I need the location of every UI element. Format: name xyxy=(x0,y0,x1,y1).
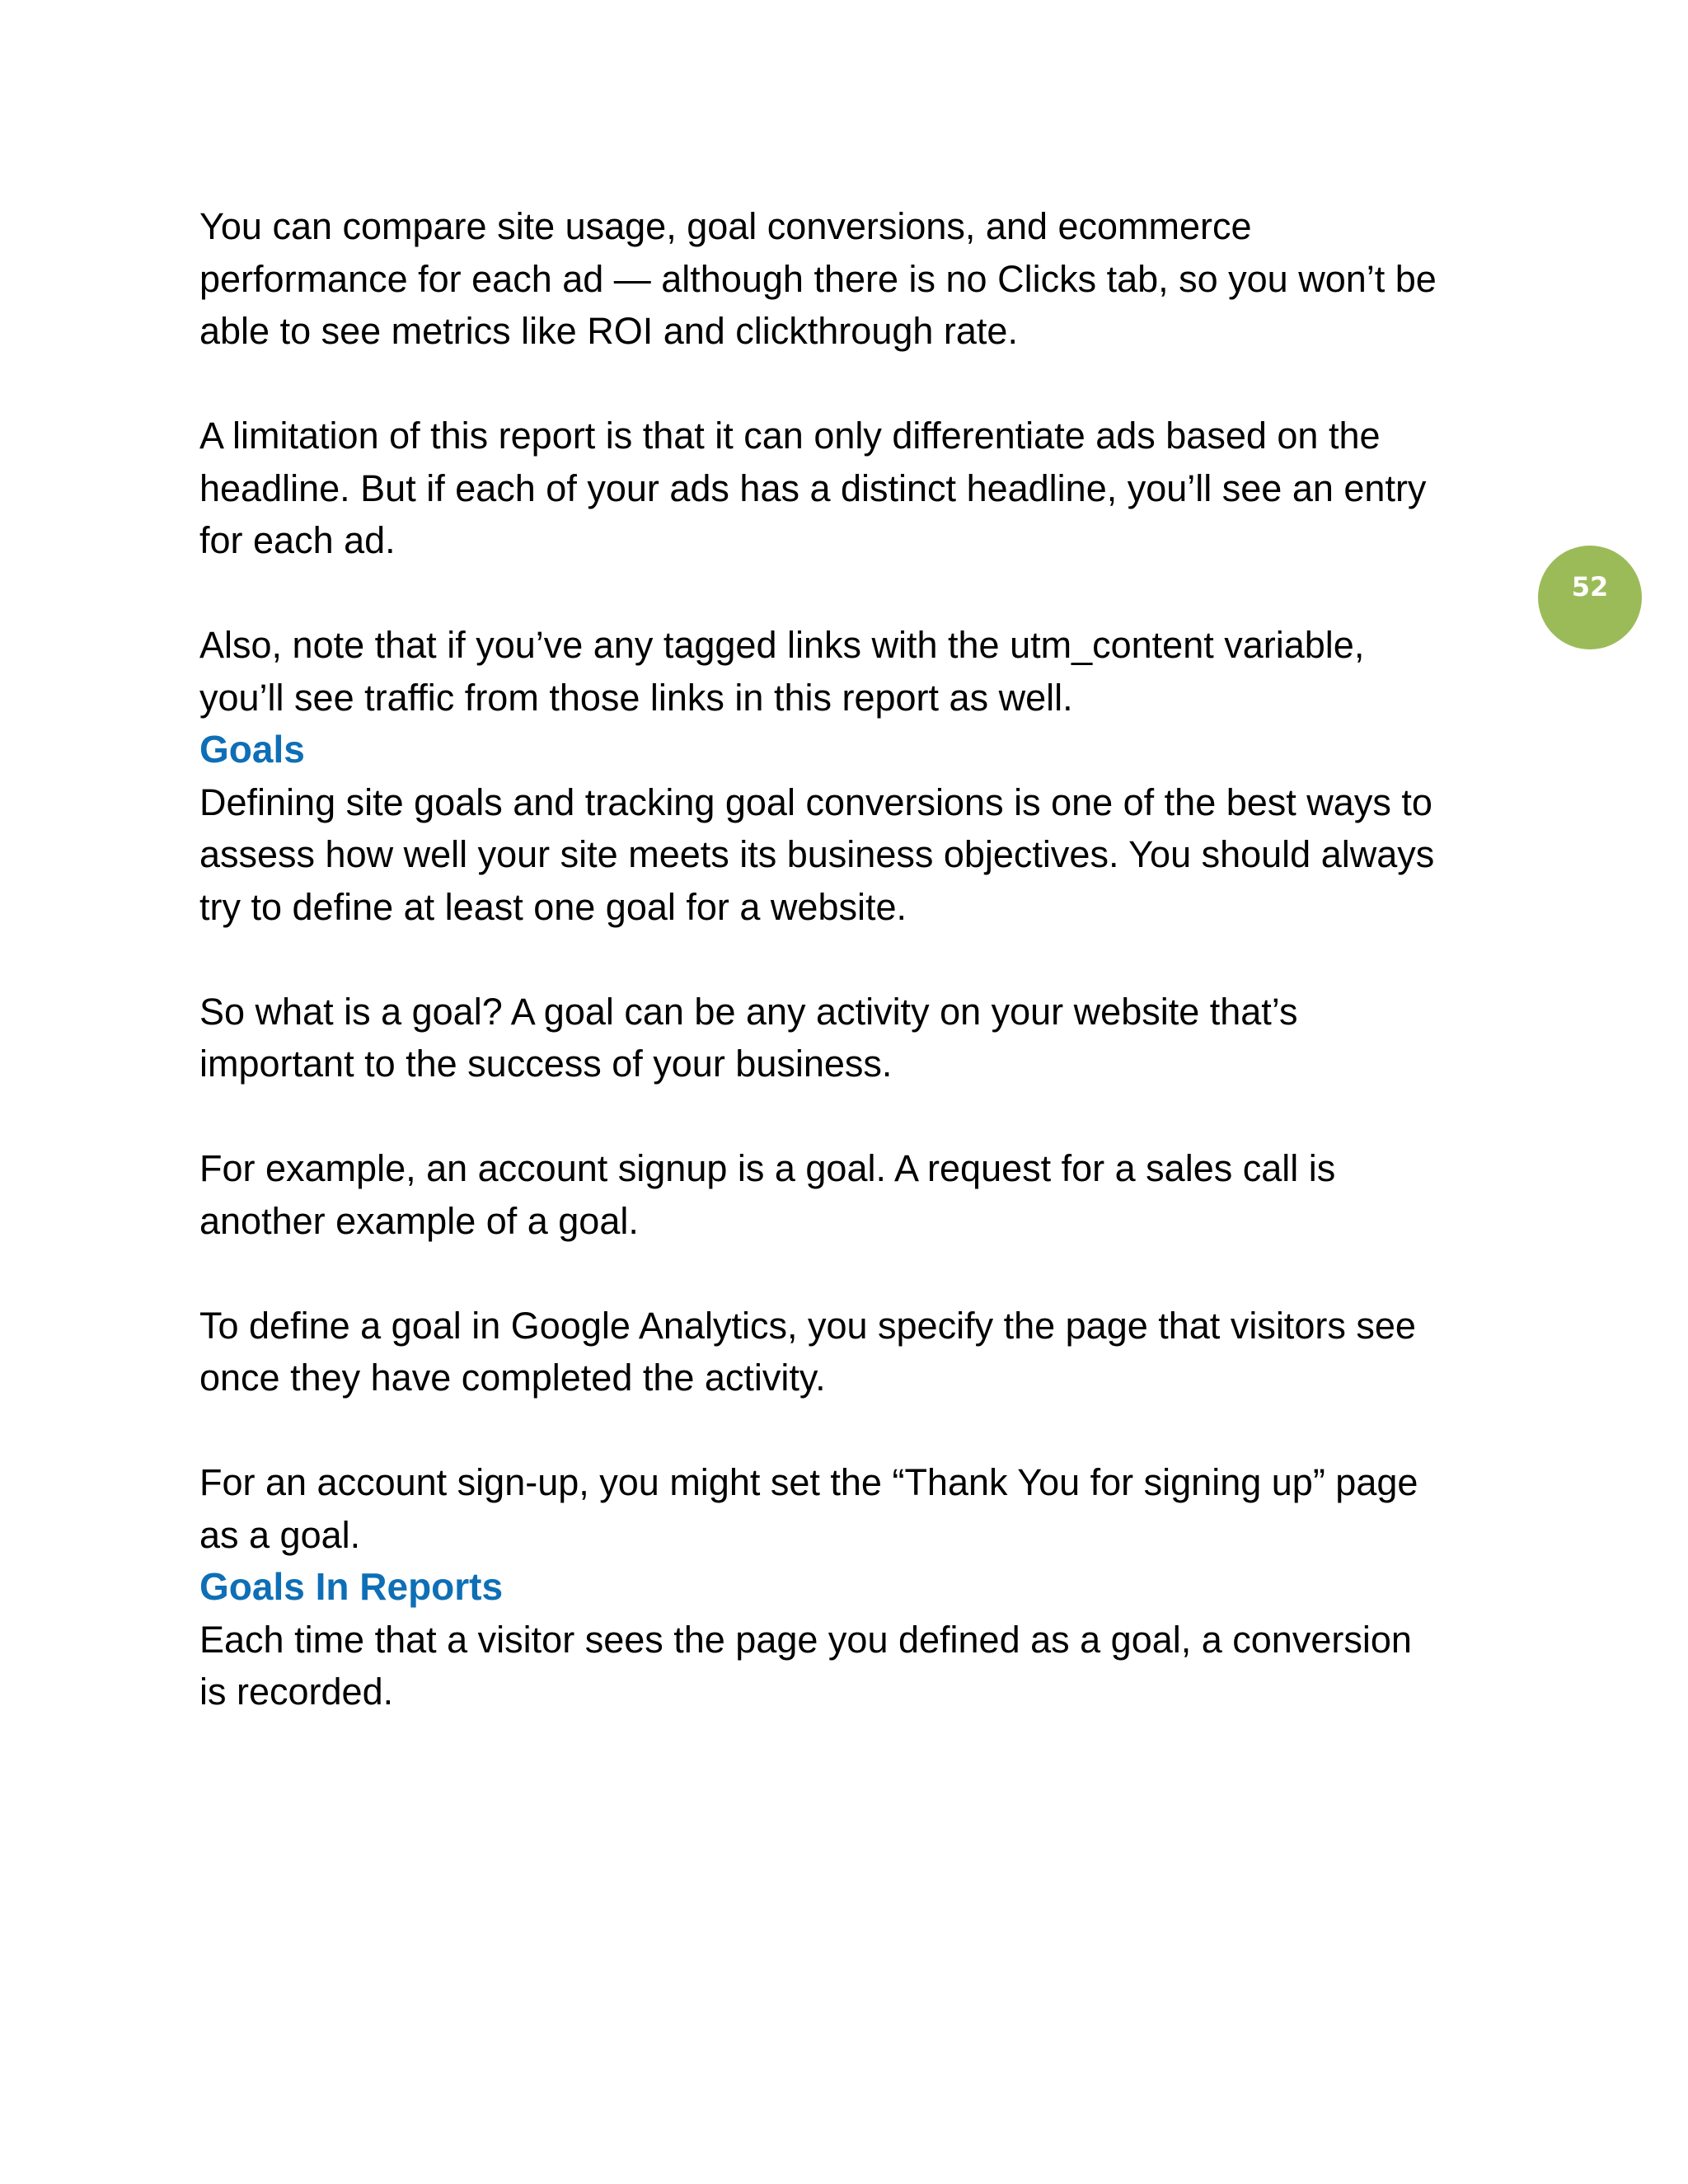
page-body xyxy=(199,200,1502,1718)
paragraph-defining-goals: Defining site goals and tracking goal conversions is one of the best ways to assess how well your site meets its business objectives. You should always try to define at least one goal for a website. xyxy=(199,780,1435,928)
page-number-badge xyxy=(1538,546,1642,649)
paragraph-conversion-recorded: Each time that a visitor sees the page you defined as a goal, a conversion is recorded. xyxy=(199,1618,1412,1713)
section-heading-goals-in-reports: Goals In Reports xyxy=(199,1565,504,1608)
paragraph-define-goal: To define a goal in Google Analytics, you specify the page that visitors see once they have completed the activity. xyxy=(199,1304,1416,1399)
paragraph-limitation: A limitation of this report is that it can only differentiate ads based on the headline. But if each of your ads has a distinct headline, you’ll see an entry for each ad. xyxy=(199,415,1427,561)
paragraph-compare-ads: You can compare site usage, goal conversions, and ecommerce performance for each ad — although there is no Clicks tab, so you won’t be able to see metrics like ROI and clickthrough rate. xyxy=(199,205,1437,352)
page-number: 52 xyxy=(1571,571,1609,602)
paragraph-utm-content: Also, note that if you’ve any tagged links with the utm_content variable, you’ll see traffic from those links in this report as well. xyxy=(199,624,1365,719)
paragraph-what-is-goal: So what is a goal? A goal can be any activity on your website that’s important to the success of your business. xyxy=(199,990,1298,1085)
paragraph-goal-examples: For example, an account signup is a goal. A request for a sales call is another example of a goal. xyxy=(199,1147,1336,1242)
section-heading-goals: Goals xyxy=(199,728,305,771)
paragraph-signup-goal: For an account sign-up, you might set the “Thank You for signing up” page as a goal. xyxy=(199,1461,1418,1556)
